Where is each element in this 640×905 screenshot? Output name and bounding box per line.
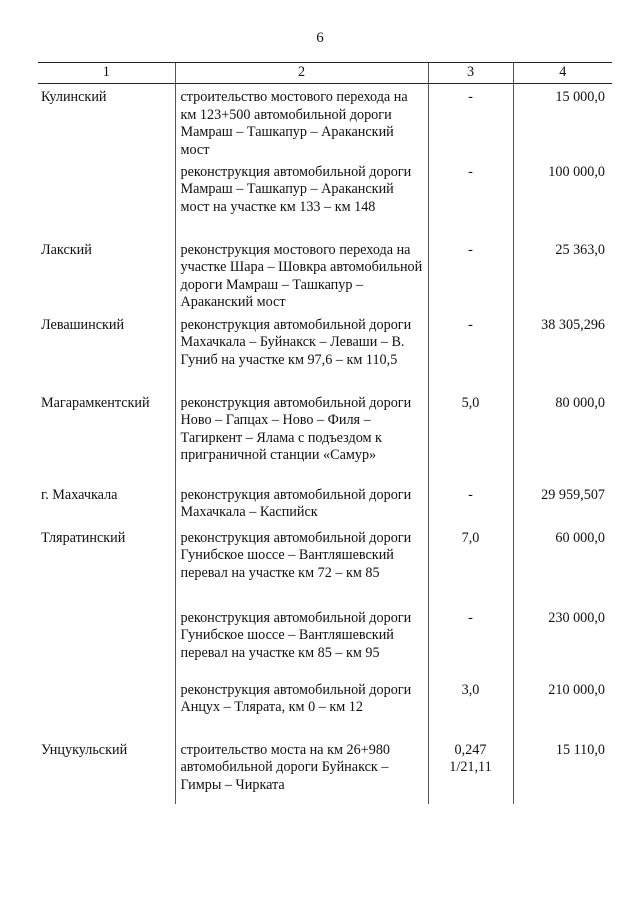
work-description-cell: строительство моста на км 26+980 автомобильной дороги Буйнакск – Гимры – Чирката	[175, 742, 428, 804]
length-cell: 0,247 1/21,11	[428, 742, 513, 804]
work-description-cell: реконструкция автомобильной дороги Махачкала – Буйнакск – Леваши – В. Гуниб на участке км 97,6 – км 110,5	[175, 317, 428, 395]
length-cell: -	[428, 84, 513, 164]
length-cell: -	[428, 487, 513, 530]
work-description-cell: реконструкция мостового перехода на участке Шара – Шовкра автомобильной дороги Мамраш – Ташкапур – Араканский мост	[175, 242, 428, 317]
cost-cell: 15 110,0	[513, 742, 612, 804]
roads-table	[38, 62, 612, 804]
table-row	[38, 742, 612, 804]
table-row	[38, 317, 612, 395]
page-number: 6	[316, 30, 324, 46]
cost-cell: 230 000,0	[513, 610, 612, 682]
length-cell: -	[428, 242, 513, 317]
column-header: 2	[175, 63, 428, 84]
table-row	[38, 242, 612, 317]
district-cell: Левашинский	[41, 316, 125, 333]
length-cell: -	[428, 610, 513, 682]
length-cell: 3,0	[428, 682, 513, 742]
cost-cell: 38 305,296	[513, 317, 612, 395]
district-cell: Магарамкентский	[41, 394, 150, 411]
district-cell: Тляратинский	[41, 529, 126, 546]
cost-cell: 29 959,507	[513, 487, 612, 530]
table-row	[38, 395, 612, 487]
column-header: 1	[38, 63, 175, 84]
length-cell: -	[428, 164, 513, 242]
column-header: 4	[513, 63, 612, 84]
work-description-cell: реконструкция автомобильной дороги Мамраш – Ташкапур – Араканский мост на участке км 133 – км 148	[175, 164, 428, 242]
work-description-cell: реконструкция автомобильной дороги Гунибское шоссе – Вантляшевский перевал на участке км 72 – км 85	[175, 530, 428, 610]
district-cell	[38, 682, 175, 742]
table-header-row	[38, 63, 612, 84]
district-cell: Лакский	[41, 241, 92, 258]
work-description-cell: реконструкция автомобильной дороги Махачкала – Каспийск	[175, 487, 428, 530]
district-cell	[38, 610, 175, 682]
length-cell: -	[428, 317, 513, 395]
district-cell: Кулинский	[41, 89, 107, 105]
column-header: 3	[428, 63, 513, 84]
table-row	[38, 164, 612, 242]
cost-cell: 25 363,0	[513, 242, 612, 317]
work-description-cell: строительство мостового перехода на км 123+500 автомобильной дороги Мамраш – Ташкапур – Араканский мост	[175, 84, 428, 164]
work-description-cell: реконструкция автомобильной дороги Гунибское шоссе – Вантляшевский перевал на участке км 85 – км 95	[175, 610, 428, 682]
table-row	[38, 610, 612, 682]
work-description-cell: реконструкция автомобильной дороги Ново – Гапцах – Ново – Филя – Тагиркент – Ялама с подъездом к приграничной станции «Самур»	[175, 395, 428, 487]
cost-cell: 80 000,0	[513, 395, 612, 487]
cost-cell: 210 000,0	[513, 682, 612, 742]
district-cell	[38, 164, 175, 242]
table-row	[38, 487, 612, 530]
table-row	[38, 84, 612, 164]
length-cell: 7,0	[428, 530, 513, 610]
table-row	[38, 682, 612, 742]
cost-cell: 15 000,0	[513, 84, 612, 164]
length-cell: 5,0	[428, 395, 513, 487]
work-description-cell: реконструкция автомобильной дороги Анцух – Тлярата, км 0 – км 12	[175, 682, 428, 742]
cost-cell: 60 000,0	[513, 530, 612, 610]
cost-cell: 100 000,0	[513, 164, 612, 242]
district-cell: Унцукульский	[41, 741, 128, 758]
table-row	[38, 530, 612, 610]
district-cell: г. Махачкала	[41, 486, 118, 503]
